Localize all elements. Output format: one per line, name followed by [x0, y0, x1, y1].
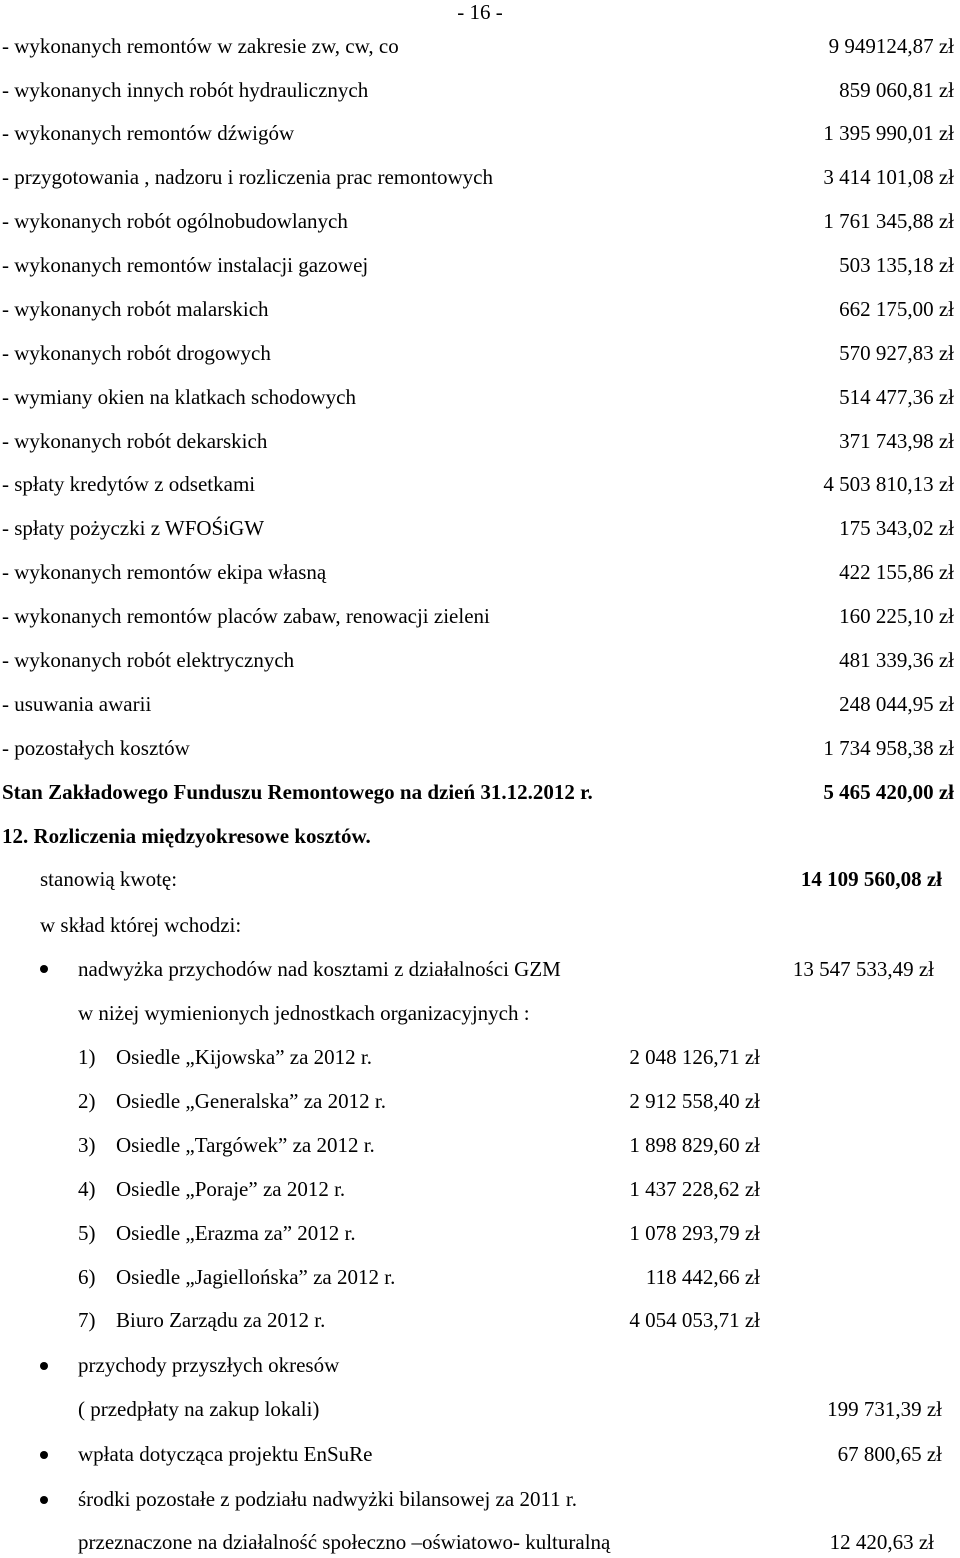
- bullet-icon: [40, 965, 48, 973]
- expense-amount: 503 135,18 zł: [839, 253, 954, 277]
- expense-label: - wykonanych remontów instalacji gazowej: [2, 253, 369, 277]
- expense-row: [0, 426, 960, 456]
- page-number: - 16 -: [457, 0, 503, 24]
- composition-label: w skład której wchodzi:: [40, 913, 242, 937]
- unit-amount: 1 437 228,62 zł: [629, 1177, 760, 1201]
- expense-label: - przygotowania , nadzoru i rozliczenia prac remontowych: [2, 165, 493, 189]
- expense-label: - wykonanych remontów placów zabaw, renowacji zieleni: [2, 604, 490, 628]
- expense-row: [0, 557, 960, 587]
- surplus-label: nadwyżka przychodów nad kosztami z działalności GZM: [78, 957, 561, 981]
- unit-label: Osiedle „Targówek” za 2012 r.: [116, 1133, 375, 1157]
- expense-amount: 1 395 990,01 zł: [823, 121, 954, 145]
- expense-row: [0, 118, 960, 148]
- unit-amount: 118 442,66 zł: [645, 1265, 760, 1289]
- unit-number: 2): [78, 1089, 96, 1113]
- bullet-icon: [40, 1451, 48, 1459]
- expense-amount: 570 927,83 zł: [839, 341, 954, 365]
- unit-label: Osiedle „Kijowska” za 2012 r.: [116, 1045, 373, 1069]
- unit-amount: 2 048 126,71 zł: [629, 1045, 760, 1069]
- remaining-amount: 12 420,63 zł: [829, 1530, 934, 1554]
- expense-row: [0, 513, 960, 543]
- units-intro: w niżej wymienionych jednostkach organizacyjnych :: [78, 1001, 530, 1025]
- expense-amount: 9 949124,87 zł: [828, 34, 954, 58]
- expense-amount: 422 155,86 zł: [839, 560, 954, 584]
- expense-label: - wykonanych remontów dźwigów: [2, 121, 295, 145]
- expense-label: - wykonanych robót elektrycznych: [2, 648, 295, 672]
- expense-amount: 371 743,98 zł: [839, 429, 954, 453]
- expense-label: - wykonanych innych robót hydraulicznych: [2, 78, 369, 102]
- unit-amount: 1 078 293,79 zł: [629, 1221, 760, 1245]
- fund-state-label: Stan Zakładowego Funduszu Remontowego na dzień 31.12.2012 r.: [2, 780, 593, 804]
- unit-label: Osiedle „Jagiellońska” za 2012 r.: [116, 1265, 396, 1289]
- expense-row: [0, 31, 960, 61]
- unit-amount: 2 912 558,40 zł: [629, 1089, 760, 1113]
- ensure-amount: 67 800,65 zł: [837, 1442, 942, 1466]
- expense-label: - spłaty kredytów z odsetkami: [2, 472, 256, 496]
- expense-amount: 1 734 958,38 zł: [823, 736, 954, 760]
- expense-label: - wykonanych robót dekarskich: [2, 429, 268, 453]
- expense-amount: 3 414 101,08 zł: [823, 165, 954, 189]
- unit-number: 5): [78, 1221, 96, 1245]
- remaining-label: środki pozostałe z podziału nadwyżki bilansowej za 2011 r.: [78, 1487, 578, 1511]
- unit-amount: 1 898 829,60 zł: [629, 1133, 760, 1157]
- unit-number: 7): [78, 1308, 96, 1332]
- unit-label: Biuro Zarządu za 2012 r.: [116, 1308, 326, 1332]
- total-label: stanowią kwotę:: [40, 867, 178, 891]
- surplus-amount: 13 547 533,49 zł: [792, 957, 934, 981]
- expense-label: - usuwania awarii: [2, 692, 152, 716]
- expense-amount: 175 343,02 zł: [839, 516, 954, 540]
- expense-row: [0, 601, 960, 631]
- ensure-label: wpłata dotycząca projektu EnSuRe: [78, 1442, 373, 1466]
- unit-number: 1): [78, 1045, 96, 1069]
- expense-row: [0, 645, 960, 675]
- expense-amount: 514 477,36 zł: [839, 385, 954, 409]
- expense-row: [0, 338, 960, 368]
- unit-amount: 4 054 053,71 zł: [629, 1308, 760, 1332]
- expense-row: [0, 689, 960, 719]
- fund-state-row: [0, 777, 960, 807]
- future-income-label: przychody przyszłych okresów: [78, 1353, 340, 1377]
- expense-row: [0, 469, 960, 499]
- unit-label: Osiedle „Generalska” za 2012 r.: [116, 1089, 386, 1113]
- expense-amount: 481 339,36 zł: [839, 648, 954, 672]
- unit-label: Osiedle „Poraje” za 2012 r.: [116, 1177, 346, 1201]
- expense-label: - wykonanych remontów w zakresie zw, cw, co: [2, 34, 399, 58]
- expense-row: [0, 733, 960, 763]
- expense-row: [0, 250, 960, 280]
- unit-number: 6): [78, 1265, 96, 1289]
- expense-label: - wykonanych robót malarskich: [2, 297, 269, 321]
- expense-label: - wykonanych remontów ekipa własną: [2, 560, 327, 584]
- expense-row: [0, 382, 960, 412]
- remaining-sub: przeznaczone na działalność społeczno –oświatowo- kulturalną: [78, 1530, 611, 1554]
- expense-label: - pozostałych kosztów: [2, 736, 190, 760]
- expense-row: [0, 206, 960, 236]
- unit-number: 4): [78, 1177, 96, 1201]
- future-income-sub: ( przedpłaty na zakup lokali): [78, 1397, 320, 1421]
- expense-amount: 662 175,00 zł: [839, 297, 954, 321]
- expense-label: - spłaty pożyczki z WFOŚiGW: [2, 516, 265, 540]
- expense-label: - wykonanych robót ogólnobudowlanych: [2, 209, 348, 233]
- bullet-icon: [40, 1362, 48, 1370]
- expense-amount: 1 761 345,88 zł: [823, 209, 954, 233]
- expense-amount: 160 225,10 zł: [839, 604, 954, 628]
- unit-number: 3): [78, 1133, 96, 1157]
- expense-amount: 859 060,81 zł: [839, 78, 954, 102]
- expense-label: - wymiany okien na klatkach schodowych: [2, 385, 356, 409]
- fund-state-amount: 5 465 420,00 zł: [823, 780, 954, 804]
- expense-amount: 4 503 810,13 zł: [823, 472, 954, 496]
- expense-row: [0, 75, 960, 105]
- section-heading: 12. Rozliczenia międzyokresowe kosztów.: [2, 824, 371, 848]
- expense-row: [0, 162, 960, 192]
- bullet-icon: [40, 1496, 48, 1504]
- future-income-amount: 199 731,39 zł: [827, 1397, 942, 1421]
- unit-label: Osiedle „Erazma za” 2012 r.: [116, 1221, 356, 1245]
- expense-amount: 248 044,95 zł: [839, 692, 954, 716]
- expense-label: - wykonanych robót drogowych: [2, 341, 271, 365]
- expense-row: [0, 294, 960, 324]
- total-amount: 14 109 560,08 zł: [800, 867, 942, 891]
